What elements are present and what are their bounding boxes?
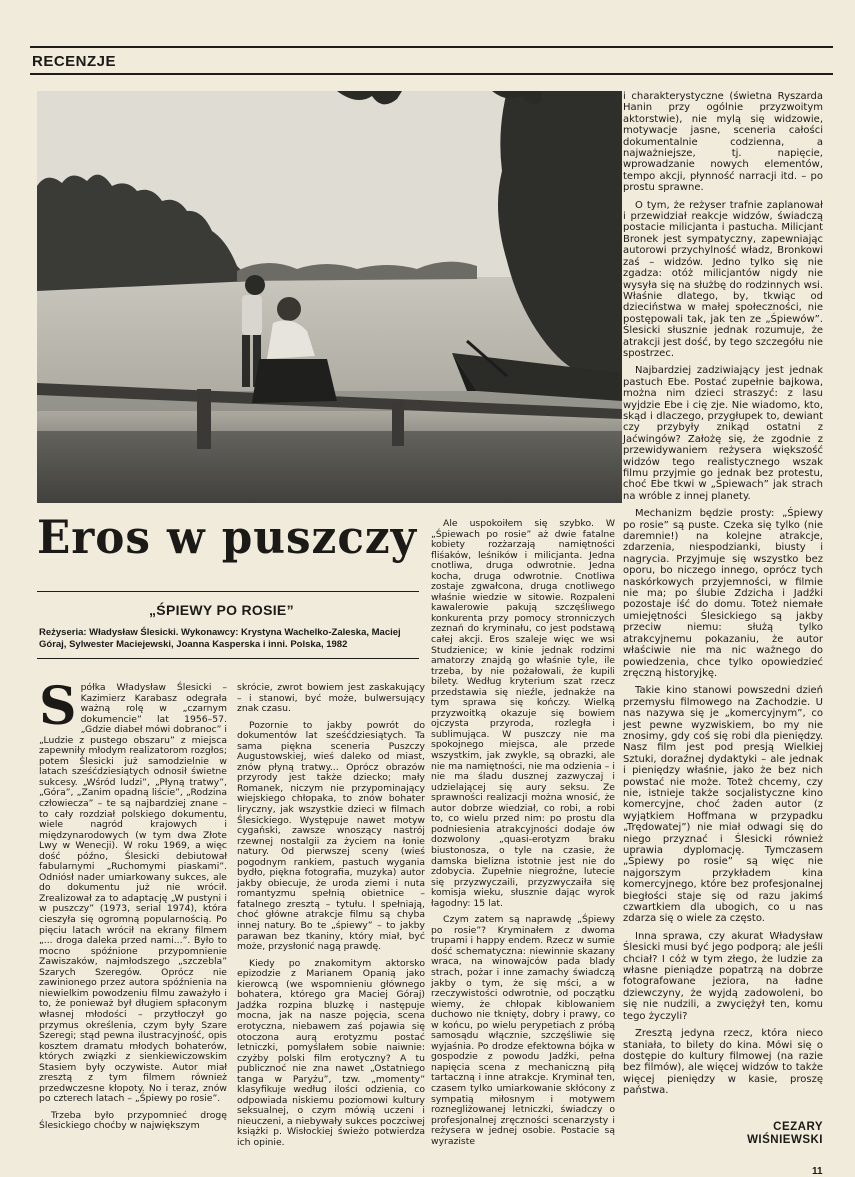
- paragraph: Ale uspokoiłem się szybko. W „Śpiewach po rosie” aż dwie fatalne kobiety rozżarzają namiętności fliśaków, leśników i milicjanta. Jedna cnotliwa, druga odwrotnie. Jedna kocha, druga odwrotnie. Cnotliwa zostaje zgwałcona, druga cnotliwego właśnie wiedzie w sitowie. Rozpaleni kawalerowie pakują szczęśliwego konkurenta przy pomocy stronniczych zeznań do kryminału, co jest podstawą całej akcji. Eros szaleje więc we wsi Studzienice; w kinie jednak rodzimi amatorzy znajdą go właśnie tyle, ile trzeba, by nie pożałowali, że kupili bilety. Według kryterium szat rzecz przedstawia się nieźle, jednakże na tym sprawa się kończy. Wielką przyzwoitką okazuje się bowiem ojczysta przyroda, rozległa i sublimująca. W puszczy nie ma spokojnego miejsca, ale przede wszystkim, jak zwykle, są obrazki, ale nie ma namiętności, nie ma odzienia – i nie ma śladu dusznej zazwyczaj i udzielającej się aury seksu. Ze sprawności realizacji można wnosić, że autor dobrze wiedział, co robi, a robi to, co wielu przed nim: po prostu dla podniesienia atrakcyjności dodaje ów dozwolony „quasi-erotyzm braku biustonosza, o tyle na czasie, że damska bielizna istotnie jest nie do zdobycia. Zupełnie niegroźne, lutecie się przyzwyczaili, przyzwyczaiła się komisja wieku, słusznie dając wyrok łagodny: 15 lat.: [431, 518, 615, 909]
- author-byline: [735, 1121, 823, 1147]
- paragraph: Pozornie to jakby powrót do dokumentów lat sześćdziesiątych. Ta sama piękna sceneria Puszczy Augustowskiej, wieś daleko od miast, znów płyną tratwy... Oprócz obrazów przyrody jest także dziecko; mały Romanek, niczym nie przypominający wiejskiego chłopaka, to znów bohater liryczny, jak wszystkie dzieci w filmach Ślesickiego. Występuje nawet motyw cygański, zawsze wnoszący nastrój rzewnej nostalgii za życiem na łonie natury. Od pierwszej sceny (wieś pogodnym rankiem, pastuch wygania bydło, piękna fotografia, muzyka) autor jakby obiecuje, że uroda ziemi i nuta romantyzmu spełnią obietnice – fatalnego zresztą – tytułu. I spełniają, choć główne atrakcje filmu są chyba innej natury. Bo te „śpiewy” – to jakby parawan bez tkaniny, który miał, być może, przysłonić nagą prawdę.: [237, 719, 425, 953]
- header-bottom-rule: [30, 73, 833, 75]
- paragraph: Takie kino stanowi powszedni dzień przemysłu filmowego na Zachodzie. U nas nazywa się je „komercyjnym”, co jest pewne wyzwiskiem, bo my nie znosimy, gdy coś się robi dla pieniędzy. Nasz film jest pod presją Wielkiej Sztuki, doraźnej dydaktyki – ale jednak i pieniędzy właśnie, jako że bez nich powstać nie może. Toteż chcemy, czy nie, istnieje także socjalistyczne kino komercyjne, choć żaden autor (z wyjątkiem Hoffmana w przypadku „Trędowatej”) nie miał odwagi się do niego przyznać i Ślesicki również uprawia dyplomację. Tymczasem „Śpiewy po rosie” są więc nie najgorszym przykładem kina komercyjnego, które bez profesjonalnej biegłości staje się od razu jakimś czwartkiem dla ubogich, co u nas zdarza się o wiele za często.: [623, 685, 823, 925]
- paragraph: Najbardziej zadziwiający jest jednak pastuch Ebe. Postać zupełnie bajkowa, można nim dzieci straszyć: z lasu wyjdzie Ebe i cię zje. Nie wiadomo, kto, skąd i dlaczego, przygłupek to, dewiant czy przybyły znikąd ostatni z Jaćwingów? Założę się, że zgodnie z przewidywaniem reżysera większość widzów tego realistycznego wszak filmu przyjmie go jednak bez protestu, choć Ebe tkwi w „Śpiewach” jak strach na wróble z innej planety.: [623, 365, 823, 502]
- article-column-1: [39, 676, 227, 1132]
- paragraph: i charakterystyczne (świetna Ryszarda Hanin przy ogólnie przyzwoitym aktorstwie), nie mylą się widzowie, motywacje jasne, sceneria całości dokumentalnie codzienna, a najważniejsze, tj. napięcie, wprowadzanie nowych elementów, tempo akcji, płynność narracji itd. – po prostu sprawne.: [623, 91, 823, 194]
- paragraph: Czym zatem są naprawdę „Śpiewy po rosie”? Kryminałem z dwoma trupami i happy endem. Rzecz w sumie dość schematyczna: niewinnie skazany wraca, na winowajców pada blady strach, pożar i inne zamachy świadczą jakby o tym, że się mści, a w rzeczywistości odwrotnie, od początku wiemy, że chłopak kiblowaniem duchowo nie tknięty, dobry i prawy, co w końcu, po wielu perypetiach z próbą samosądu włącznie, szczęśliwie się wyjaśnia. Po drodze efektowna bójka w gospodzie z powodu Jadźki, pełna napięcia scena z mechaniczną piłą tartaczną i inne atrakcje. Kryminał ten, czasem tylko umiarkowanie skłócony z sympatią miłosnym i motywem roznegliżowanej letniczki, świadczy o profesjonalnej zręczności scenarzysty i reżysera w jednej osobie. Postacie są wyraziste: [431, 914, 615, 1147]
- paragraph: Spółka Władysław Ślesicki – Kazimierz Karabasz odegrała ważną rolę w „czarnym dokumencie” lat 1956–57. „Gdzie diabeł mówi dobranoc” i „Ludzie z pustego obszaru” z miejsca zapewniły młodym realizatorom rozgłos; potem Ślesicki już samodzielnie w latach sześćdziesiątych odnosił świetne sukcesy. „Wśród ludzi”, „Płyną tratwy”, „Góra”, „Zanim opadną liście”, „Rodzina człowiecza” – te są najbardziej znane – to cały rozdział polskiego dokumentu, wiele nagród krajowych i międzynarodowych (w tym dwa Złote Lwy w Wenecji). W roku 1969, a więc dość późno, Ślesicki debiutował fabularnymi „Ruchomymi piaskami”. Odniósł nader umiarkowany sukces, ale do dokumentu już nie wrócił. Zrealizował za to adaptację „W pustyni i w puszczy” (1973, serial 1974), która cieszyła się ogromną popularnością. Po pięciu latach wrócił na ekrany filmem „... droga daleka przed nami...”. Było to mocno spóźnione przypomnienie Zawiszaków, najmłodszego „szczebla” Szarych Szeregów. Oprócz nie zawinionego przez autora spóźnienia na niewielkim powodzeniu filmu zaważyło i to, że ponieważ był długiem spłaconym własnej młodości – przytłoczył go przymus określenia, czym były Szare Szeregi; stąd pewna ilustracyjność, opis kosztem dramatu młodych bohaterów, których związki z sienkiewiczowskim Stasiem były oczywiste. Autor miał zresztą z tym filmem również przedwczesne kłopoty. No i teraz, znów po czterech latach – „Śpiewy po rosie”.: [39, 676, 227, 1105]
- article-column-3: [431, 519, 615, 1147]
- section-label: RECENZJE: [32, 53, 117, 70]
- film-title-subtitle: „ŚPIEWY PO ROSIE”: [149, 602, 294, 618]
- headline-rule: [37, 591, 419, 592]
- paragraph: Kiedy po znakomitym aktorsko epizodzie z Marianem Opanią jako kierowcą (we wspomnieniu głównego bohatera, którego gra Maciej Góraj) Jadźka rozpina bluzkę i następuje mocna, jak na nasze pojęcia, scena erotyczna, niebawem zaś pojawia się otoczona aurą erotyzmu postać letniczki, pomyślałem sobie naiwnie: czyżby polski film erotyczny? A tu publicznoć nie zna nawet „Ostatniego tanga w Paryżu”, tzw. „momenty” klasyfikuje według ilości odzienia, co odpowiada niskiemu poziomowi kultury seksualnej, o czym mówią uczeni i nieuczeni, a niebywały sukces poczciwej książki p. Wisłockiej świeżo potwierdza ich opinie.: [237, 957, 425, 1148]
- author-last-name: WIŚNIEWSKI: [747, 1134, 823, 1146]
- paragraph: Zresztą jedyna rzecz, która nieco staniała, to bilety do kina. Mówi się o dostępie do kultury filmowej (na razie bez filmów), ale więcej widzów to także więcej pieniędzy w kasie, proszę państwa.: [623, 1028, 823, 1097]
- article-headline: Eros w puszczy: [37, 510, 417, 564]
- film-credits: Reżyseria: Władysław Ślesicki. Wykonawcy: Krystyna Wachelko-Zaleska, Maciej Góraj, Sylwester Maciejewski, Joanna Kasperska i inni. Polska, 1982: [39, 627, 401, 650]
- paragraph: O tym, że reżyser trafnie zaplanował i przewidział reakcje widzów, świadczą postacie milicjanta i pastucha. Milicjant Bronek jest sympatyczny, zapewniając autorowi przychylność władz, Bronkowi zaś – widzów. Jedno tylko się nie zgadza: otóż milicjantów nigdy nie wysyła się na służbę do rodzinnych wsi. Właśnie dlatego, by, tkwiąc od dzieciństwa w małej społeczności, nie postępowali tak, jak ten ze „Śpiewów”. Ślesicki słusznie jednak rozumuje, że atrakcji jest dość, by tego szczegółu nie spostrzec.: [623, 199, 823, 359]
- author-first-name: CEZARY: [773, 1121, 823, 1133]
- paragraph: Mechanizm będzie prosty: „Śpiewy po rosie” są puste. Czeka się tylko (nie daremnie!) na kolejne atrakcje, zdarzenia, niespodzianki, biusty i nagrycia. Przyjmuje się wszystko bez oporu, bo niczego innego, oprócz tych naskórkowych przyjemności, w filmie nie ma; po ślubie Zdzicha i Jadźki pozostaje iść do domu. Toteż niemałe umiejętności Ślesickiego są jakby przeciw niemu: służą tylko atrakcyjnemu pokazaniu, że autor właściwie nie ma nic ważnego do powiedzenia, chce tylko opowiedzieć zręczną historyjkę.: [623, 508, 823, 679]
- paragraph: Trzeba było przypomnieć drogę Ślesickiego choćby w największym: [39, 1109, 227, 1132]
- film-still-photo: [37, 91, 622, 503]
- page-number: 11: [812, 1166, 823, 1177]
- credits-rule: [37, 658, 419, 659]
- paragraph: skrócie, zwrot bowiem jest zaskakujący – i stanowi, być może, bulwersujący znak czasu.: [237, 682, 425, 715]
- drop-cap: S: [39, 676, 77, 737]
- article-column-2: [237, 683, 425, 1149]
- paragraph: Inna sprawa, czy akurat Władysław Ślesicki musi być jego podporą; ale jeśli chciał? I cóż w tym złego, że ludzie za własne pieniądze popatrzą na dobrze fotografowane jeziora, na ładne dziewczyny, że wyjdą zadowoleni, bo się nie nudzili, a zwyciężył ten, komu tego życzyli?: [623, 930, 823, 1022]
- header-top-rule: [30, 46, 833, 48]
- article-column-4: [623, 91, 823, 1097]
